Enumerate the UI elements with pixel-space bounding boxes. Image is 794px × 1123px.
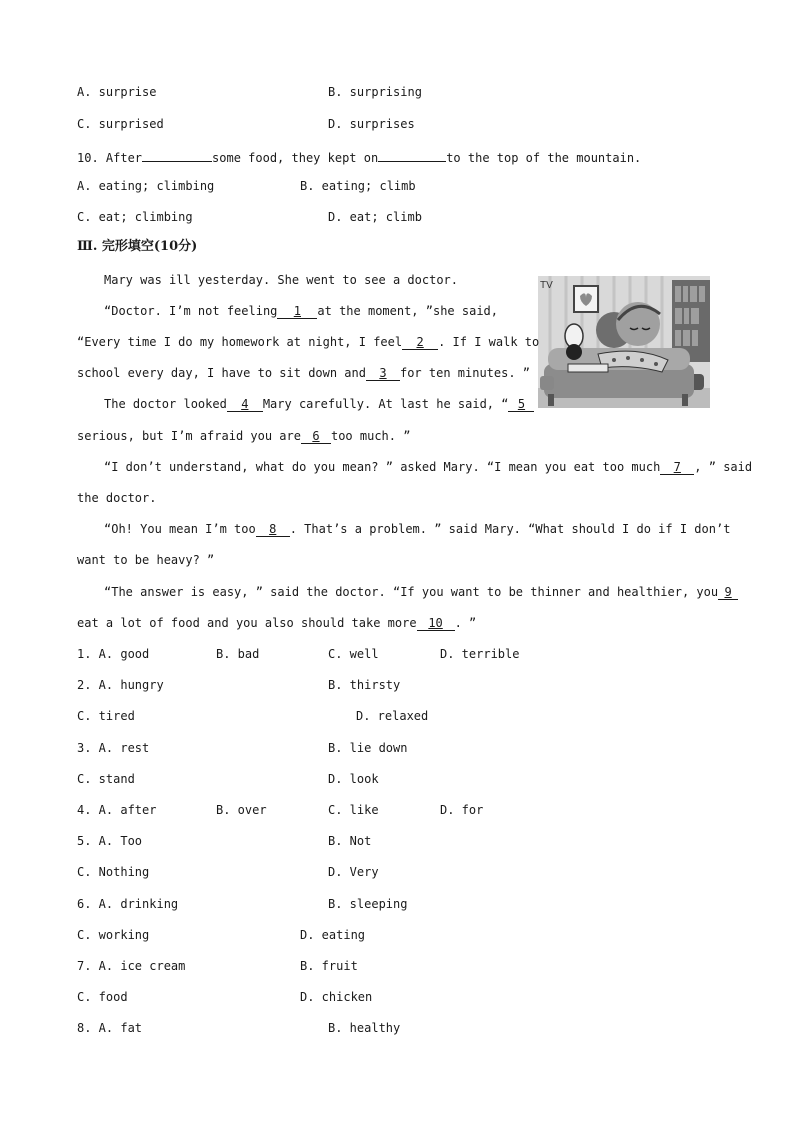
q8-option-a: 8. A. fat [77,1021,143,1035]
q9-option-a: A. surprise [77,85,157,99]
q10-option-c: C. eat; climbing [77,210,193,224]
passage-line-3: “Every time I do my homework at night, I feel 2 . If I walk to [77,335,540,349]
q9-option-b: B. surprising [328,85,422,99]
passage-line-4: school every day, I have to sit down and 3 for ten minutes. ” [77,366,531,380]
q1-option-a: 1. A. good [77,647,150,661]
blank-7: 7 [660,460,694,475]
q10-option-d: D. eat; climb [328,210,422,224]
tv-label: TV [540,280,553,291]
q10-option-a: A. eating; climbing [77,179,215,193]
passage-line-8: the doctor. [77,491,157,505]
q1-option-c: C. well [328,647,379,661]
q2-option-d: D. relaxed [356,709,429,723]
blank-1: 1 [277,304,317,319]
q5-option-a: 5. A. Too [77,834,143,848]
q4-option-b: B. over [216,803,267,817]
q3-option-d: D. look [328,772,379,786]
q2-option-c: C. tired [77,709,135,723]
q9-option-c: C. surprised [77,117,164,131]
passage-line-9: “Oh! You mean I’m too 8 . That’s a problem. ” said Mary. “What should I do if I don’t [104,522,731,536]
q3-option-b: B. lie down [328,741,408,755]
blank-3: 3 [366,366,400,381]
q7-option-d: D. chicken [300,990,373,1004]
q6-option-c: C. working [77,928,150,942]
q6-option-a: 6. A. drinking [77,897,179,911]
q5-option-c: C. Nothing [77,865,150,879]
q10-option-b: B. eating; climb [300,179,416,193]
q9-option-d: D. surprises [328,117,415,131]
passage-line-7: “I don’t understand, what do you mean? ” asked Mary. “I mean you eat too much 7 , ” said [104,460,753,474]
passage-line-6: serious, but I’m afraid you are 6 too much. ” [77,429,411,443]
q10-blank-1 [142,147,212,162]
passage-line-11: “The answer is easy, ” said the doctor. “If you want to be thinner and healthier, you 9 [104,584,738,600]
q5-option-d: D. Very [328,865,379,879]
q4-option-c: C. like [328,803,379,817]
q4-option-a: 4. A. after [77,803,157,817]
q2-option-b: B. thirsty [328,678,401,692]
q10-mid: some food, they kept on [212,151,379,165]
passage-line-2: “Doctor. I’m not feeling 1 at the moment, ”she said, [104,304,499,318]
blank-4: 4 [227,397,263,412]
q1-option-d: D. terrible [440,647,520,661]
sick-girl-on-sofa-illustration [538,276,710,408]
q10-number: 10. After [77,151,143,165]
q10-end: to the top of the mountain. [446,151,642,165]
q5-option-b: B. Not [328,834,372,848]
q6-option-b: B. sleeping [328,897,408,911]
blank-2: 2 [402,335,438,350]
q10-stem [77,147,641,166]
passage-line-12: eat a lot of food and you also should take more 10 . ” [77,616,477,630]
illustration [538,276,710,408]
blank-5: 5 [508,397,534,412]
passage-line-10: want to be heavy? ” [77,553,215,567]
q7-option-c: C. food [77,990,128,1004]
blank-6: 6 [301,429,331,444]
q2-option-a: 2. A. hungry [77,678,164,692]
q1-option-b: B. bad [216,647,260,661]
q7-option-b: B. fruit [300,959,358,973]
q7-option-a: 7. A. ice cream [77,959,186,973]
q4-option-d: D. for [440,803,484,817]
q3-option-a: 3. A. rest [77,741,150,755]
blank-10: 10 [417,616,455,631]
blank-9: 9 [718,585,738,600]
blank-8: 8 [256,522,290,537]
q10-blank-2 [378,147,446,162]
passage-line-5: The doctor looked 4 Mary carefully. At last he said, “ 5 [104,396,534,412]
q8-option-b: B. healthy [328,1021,401,1035]
q3-option-c: C. stand [77,772,135,786]
section-title: Ⅲ. 完形填空(10分) [77,239,198,254]
passage-line-1: Mary was ill yesterday. She went to see a doctor. [104,273,459,287]
q6-option-d: D. eating [300,928,366,942]
